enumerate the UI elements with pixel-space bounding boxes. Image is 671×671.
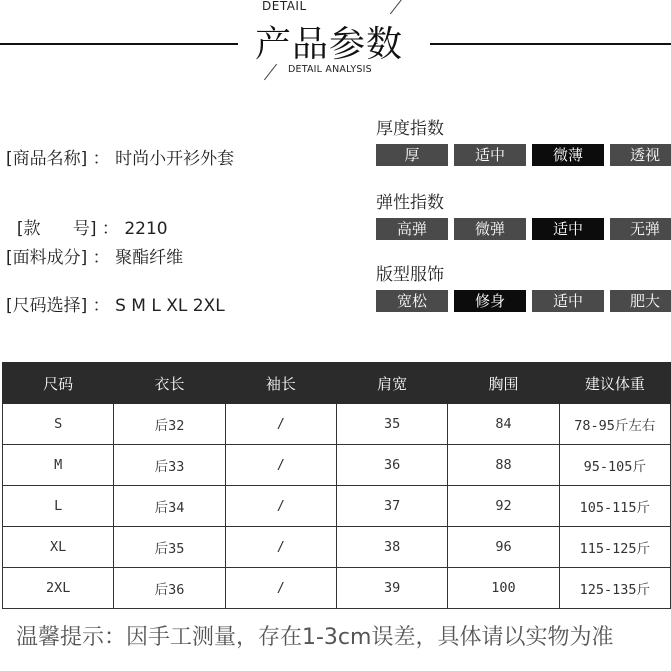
cell-weight: 115-125斤: [559, 527, 670, 568]
info-row-fabric: [6, 243, 183, 268]
cell-size: S: [3, 404, 114, 445]
cell-sleeve: /: [225, 445, 336, 486]
header-top-label: DETAIL: [262, 0, 307, 13]
cell-sleeve: /: [225, 404, 336, 445]
cell-weight: 78-95斤左右: [559, 404, 670, 445]
col-header-sleeve: 袖长: [225, 363, 336, 404]
rating-chip-elasticity-none: 无弹: [610, 218, 671, 240]
cell-shoulder: 36: [336, 445, 447, 486]
rating-title-fit: 版型服饰: [376, 265, 444, 285]
rating-chip-fit-oversized: 肥大: [610, 290, 671, 312]
table-row: [3, 445, 671, 486]
cell-bust: 92: [448, 486, 559, 527]
cell-shoulder: 38: [336, 527, 447, 568]
rating-chip-thickness-medium: 适中: [454, 144, 526, 166]
info-sep: ：: [87, 248, 116, 268]
cell-shoulder: 37: [336, 486, 447, 527]
info-row-style-number: [6, 194, 168, 239]
col-header-weight: 建议体重: [559, 363, 670, 404]
rating-chip-thickness-thick: 厚: [376, 144, 448, 166]
col-header-length: 衣长: [114, 363, 225, 404]
size-table: [2, 362, 671, 609]
rating-chip-thickness-thin: 微薄: [532, 144, 604, 166]
table-row: [3, 404, 671, 445]
table-row: [3, 568, 671, 609]
cell-sleeve: /: [225, 486, 336, 527]
rating-chip-elasticity-medium: 适中: [532, 218, 604, 240]
measurement-note: 温馨提示：因手工测量，存在1-3cm误差，具体请以实物为准: [16, 625, 614, 650]
table-row: [3, 486, 671, 527]
cell-size: 2XL: [3, 568, 114, 609]
info-value: S M L XL 2XL: [115, 296, 225, 316]
rating-chip-thickness-sheer: 透视: [610, 144, 671, 166]
cell-sleeve: /: [225, 527, 336, 568]
table-header-row: [3, 363, 671, 404]
rating-chip-fit-slim: 修身: [454, 290, 526, 312]
info-value: 时尚小开衫外套: [115, 149, 235, 169]
cell-weight: 125-135斤: [559, 568, 670, 609]
rating-chip-fit-loose: 宽松: [376, 290, 448, 312]
info-value: 聚酯纤维: [115, 248, 184, 268]
cell-sleeve: /: [225, 568, 336, 609]
info-row-name: [6, 144, 234, 169]
cell-bust: 84: [448, 404, 559, 445]
cell-length: 后35: [114, 527, 225, 568]
cell-size: L: [3, 486, 114, 527]
cell-shoulder: 39: [336, 568, 447, 609]
header-sub-label: DETAIL ANALYSIS: [288, 64, 372, 75]
info-row-sizes: [6, 291, 225, 316]
info-label: [面料成分]: [6, 248, 88, 268]
cell-bust: 96: [448, 527, 559, 568]
header-line-right: [430, 43, 671, 45]
rating-chip-elasticity-slight: 微弹: [454, 218, 526, 240]
cell-bust: 88: [448, 445, 559, 486]
cell-size: M: [3, 445, 114, 486]
rating-title-elasticity: 弹性指数: [376, 193, 444, 213]
info-label: [商品名称]: [6, 149, 88, 169]
rating-chip-elasticity-high: 高弹: [376, 218, 448, 240]
header-slash-top: [390, 0, 403, 14]
cell-length: 后33: [114, 445, 225, 486]
header-line-left: [0, 43, 238, 45]
cell-shoulder: 35: [336, 404, 447, 445]
info-label: [款 号]: [16, 219, 97, 239]
cell-length: 后32: [114, 404, 225, 445]
table-row: [3, 527, 671, 568]
col-header-shoulder: 肩宽: [336, 363, 447, 404]
rating-chip-fit-medium: 适中: [532, 290, 604, 312]
info-sep: ：: [96, 219, 125, 239]
cell-length: 后34: [114, 486, 225, 527]
cell-length: 后36: [114, 568, 225, 609]
cell-size: XL: [3, 527, 114, 568]
rating-title-thickness: 厚度指数: [376, 119, 444, 139]
info-sep: ：: [87, 296, 116, 316]
cell-bust: 100: [448, 568, 559, 609]
info-sep: ：: [87, 149, 116, 169]
info-value: 2210: [124, 219, 168, 239]
col-header-bust: 胸围: [448, 363, 559, 404]
page-title: 产品参数: [255, 24, 404, 65]
cell-weight: 95-105斤: [559, 445, 670, 486]
cell-weight: 105-115斤: [559, 486, 670, 527]
info-label: [尺码选择]: [6, 296, 88, 316]
col-header-size: 尺码: [3, 363, 114, 404]
